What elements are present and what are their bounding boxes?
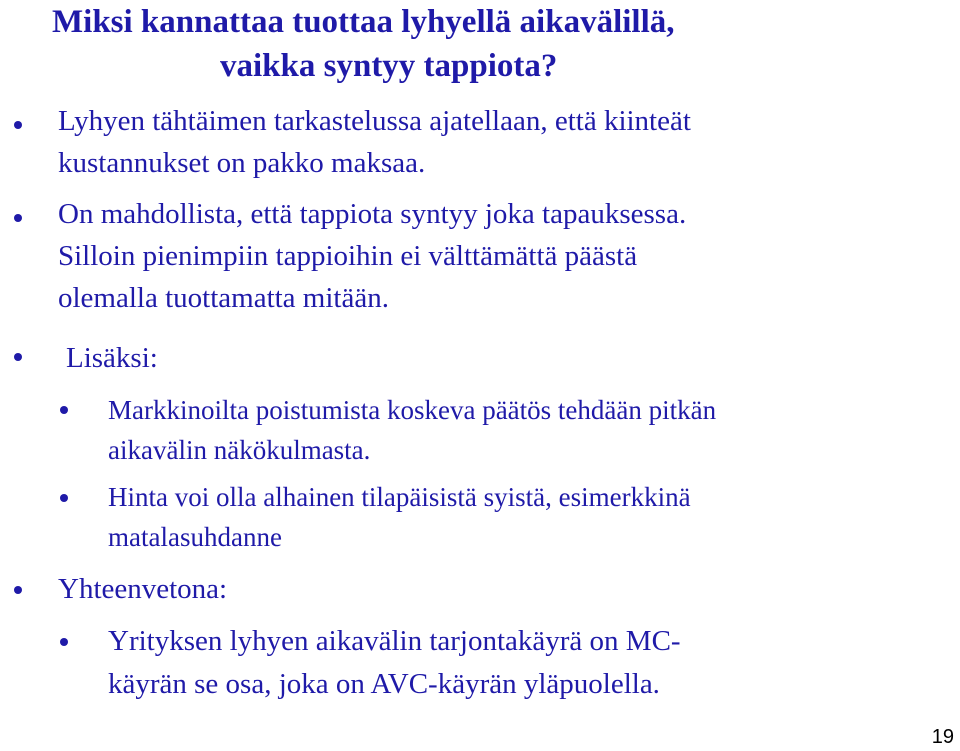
- page-number: 19: [931, 726, 954, 748]
- sub-bullet-3-2: [108, 477, 691, 557]
- sub-bullet-3-2-line-2: matalasuhdanne: [108, 522, 282, 552]
- sub-bullet-3-1: [108, 390, 716, 470]
- sub-bullet-4-1-line-2: käyrän se osa, joka on AVC-käyrän yläpuolella.: [108, 668, 660, 700]
- bullet-3: [66, 337, 158, 379]
- bullet-2-line-3: olemalla tuottamatta mitään.: [58, 282, 389, 314]
- bullet-1: [58, 100, 691, 184]
- sub-bullet-dot-icon: [60, 638, 68, 646]
- bullet-4-line-1: Yhteenvetona:: [58, 573, 228, 605]
- sub-bullet-4-1-line-1: Yrityksen lyhyen aikavälin tarjontakäyrä on MC-: [108, 625, 681, 657]
- bullet-dot-icon: [14, 353, 22, 361]
- slide-title: [52, 0, 812, 88]
- sub-bullet-dot-icon: [60, 406, 68, 414]
- bullet-dot-icon: [14, 214, 22, 222]
- sub-bullet-4-1: [108, 620, 681, 706]
- bullet-dot-icon: [14, 586, 22, 594]
- bullet-2-line-1: On mahdollista, että tappiota syntyy joka tapauksessa.: [58, 198, 687, 230]
- sub-bullet-3-1-line-2: aikavälin näkökulmasta.: [108, 435, 371, 465]
- bullet-1-line-2: kustannukset on pakko maksaa.: [58, 147, 426, 179]
- bullet-dot-icon: [14, 121, 22, 129]
- bullet-1-line-1: Lyhyen tähtäimen tarkastelussa ajatellaan, että kiinteät: [58, 105, 691, 137]
- sub-bullet-3-2-line-1: Hinta voi olla alhainen tilapäisistä syistä, esimerkkinä: [108, 482, 691, 512]
- sub-bullet-3-1-line-1: Markkinoilta poistumista koskeva päätös tehdään pitkän: [108, 395, 717, 425]
- title-line-1: Miksi kannattaa tuottaa lyhyellä aikavälillä,: [52, 4, 675, 40]
- bullet-3-line-1: Lisäksi:: [66, 342, 158, 374]
- bullet-2: [58, 193, 686, 319]
- title-line-2: vaikka syntyy tappiota?: [220, 48, 558, 84]
- sub-bullet-dot-icon: [60, 494, 68, 502]
- bullet-4: [58, 568, 227, 610]
- bullet-2-line-2: Silloin pienimpiin tappioihin ei välttämättä päästä: [58, 240, 638, 272]
